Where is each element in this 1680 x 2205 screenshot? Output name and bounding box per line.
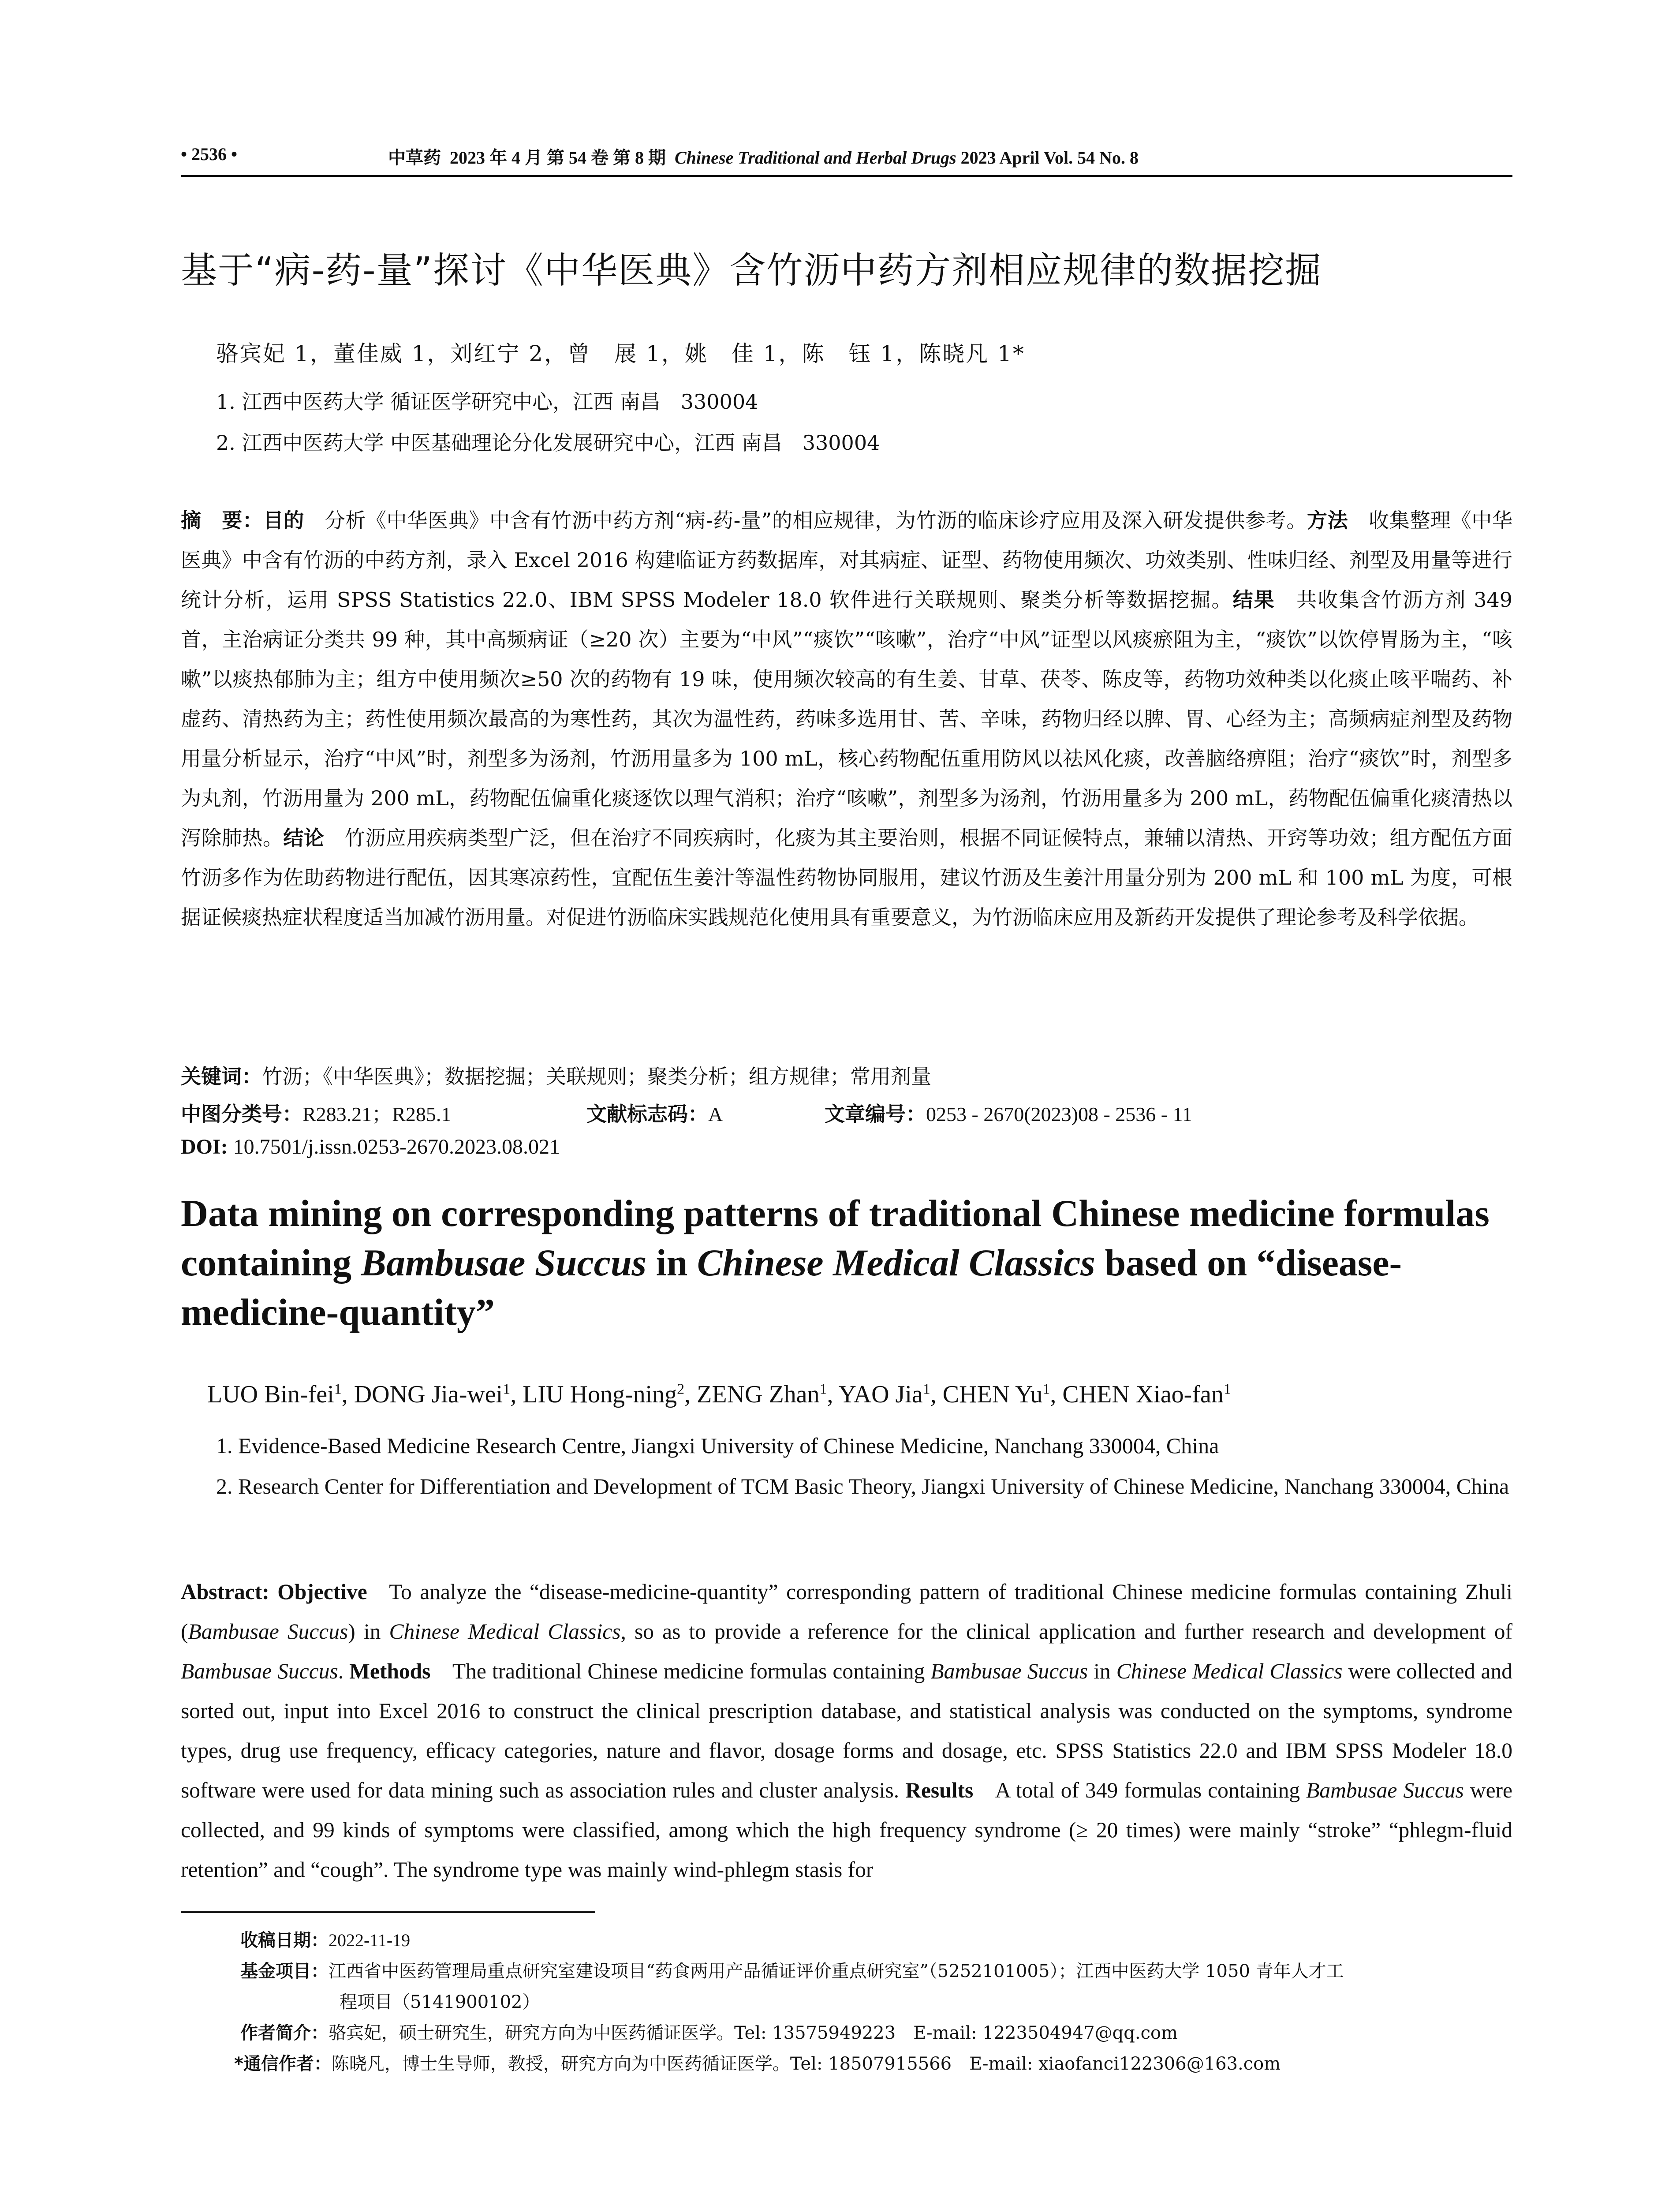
abstract-label-en: Abstract:	[181, 1580, 269, 1604]
author-name: LIU Hong-ning	[523, 1381, 677, 1408]
abstract-italic: Chinese Medical Classics	[389, 1619, 621, 1644]
chinese-affiliation-1: 1. 江西中医药大学 循证医学研究中心，江西 南昌 330004	[216, 390, 758, 414]
abstract-italic: Bambusae Succus	[188, 1619, 348, 1644]
footnote-label: 收稿日期：	[240, 1930, 329, 1951]
footnote-text: 陈晓凡，博士生导师，教授，研究方向为中医药循证医学。Tel: 18507915566 E-mail: xiaofanci122306@163.com	[331, 2054, 1281, 2074]
english-title-part: Data mining on corresponding patterns of traditional Chinese medicine formulas containing	[181, 1192, 1490, 1284]
footnote-text: 2022-11-19	[329, 1930, 411, 1950]
conclusion-text-cn: 竹沥应用疾病类型广泛，但在治疗不同疾病时，化痰为其主要治则，根据不同证候特点，兼辅以清热、开窍等功效；组方配伍方面竹沥多作为佐助药物进行配伍，因其寒凉药性，宜配伍生姜汁等温性药物协同服用，建议竹沥及生姜汁用量分别为 200 mL 和 100 mL 为度，可根据证候痰热症状程度适当加减竹沥用量。对促进竹沥临床实践规范化使用具有重要意义，为竹沥临床应用及新药开发提供了理论参考及科学依据。	[181, 826, 1512, 929]
english-title-italic: Bambusae Succus	[361, 1241, 647, 1284]
english-title-part: in	[646, 1241, 697, 1284]
doi-label: DOI:	[181, 1135, 228, 1159]
abstract-label-cn: 摘 要：	[181, 508, 263, 532]
abstract-text: .	[338, 1659, 344, 1683]
abstract-italic: Bambusae Succus	[181, 1659, 338, 1683]
article-id-value: 0253 - 2670(2023)08 - 2536 - 11	[926, 1103, 1192, 1125]
author-sup: 1	[334, 1381, 342, 1398]
author-sup: 2	[677, 1381, 685, 1398]
issue-cn: 2023 年 4 月 第 54 卷 第 8 期	[450, 148, 666, 168]
methods-text-cn: 收集整理《中华医典》中含有竹沥的中药方剂，录入 Excel 2016 构建临证方药数据库，对其病症、证型、药物使用频次、功效类别、性味归经、剂型及用量等进行统计分析，运用 SPSS Statistics 22.0、IBM SPSS Modeler 18.0 软件进行关联规则、聚类分析等数据挖掘。	[181, 508, 1513, 612]
author-sup: 1	[1223, 1381, 1231, 1398]
footnote-received	[240, 1925, 1512, 1956]
abstract-text: A total of 349 formulas containing	[995, 1778, 1307, 1802]
author-sup: 1	[1042, 1381, 1050, 1398]
author-sup: 1	[922, 1381, 930, 1398]
author-name: CHEN Yu	[942, 1381, 1043, 1408]
footnote-author	[240, 2018, 1512, 2048]
author-name: CHEN Xiao-fan	[1062, 1381, 1224, 1408]
chinese-authors: 骆宾妃 1，董佳威 1，刘红宁 2，曾 展 1，姚 佳 1，陈 钰 1，陈晓凡 1*	[216, 341, 1025, 366]
abstract-text: in	[1088, 1659, 1116, 1683]
abstract-text: were collected, and 99 kinds of symptoms were classified, among which the high frequency syndrome (≥ 20 times) were mainly “stroke” “phlegm-fluid retention” and “cough”. The syndrome type was mainly wind-phlegm stasis for	[181, 1778, 1512, 1882]
journal-line	[388, 144, 1139, 169]
footnote-label: 作者简介：	[240, 2023, 329, 2043]
english-title	[181, 1188, 1512, 1337]
journal-name-cn: 中草药	[388, 148, 441, 168]
english-affiliation-1: 1. Evidence-Based Medicine Research Centre, Jiangxi University of Chinese Medicine, Nanchang 330004, China	[216, 1433, 1219, 1458]
doi-row	[181, 1135, 560, 1159]
chinese-abstract	[181, 501, 1512, 937]
keywords-label: 关键词：	[181, 1065, 262, 1088]
doc-code-label: 文献标志码：	[586, 1102, 708, 1126]
english-title-italic: Chinese Medical Classics	[697, 1241, 1095, 1284]
objective-text-cn: 分析《中华医典》中含有竹沥中药方剂“病-药-量”的相应规律，为竹沥的临床诊疗应用及深入研发提供参考。	[325, 508, 1307, 532]
clc-value: R283.21；R285.1	[302, 1103, 452, 1125]
english-abstract	[181, 1572, 1512, 1890]
doi-value: 10.7501/j.issn.0253-2670.2023.08.021	[233, 1135, 560, 1159]
methods-label-cn: 方法	[1307, 508, 1348, 532]
keywords: 竹沥；《中华医典》；数据挖掘；关联规则；聚类分析；组方规律；常用剂量	[262, 1065, 931, 1088]
footnote-text: 骆宾妃，硕士研究生，研究方向为中医药循证医学。Tel: 13575949223 E-mail: 1223504947@qq.com	[329, 2023, 1178, 2043]
chinese-title: 基于“病-药-量”探讨《中华医典》含竹沥中药方剂相应规律的数据挖掘	[181, 250, 1322, 292]
author-name: DONG Jia-wei	[354, 1381, 503, 1408]
footnote-fund	[240, 1956, 1512, 1987]
abstract-text: were collected and sorted out, input into Excel 2016 to construct the clinical prescription database, and statistical analysis was conducted on the symptoms, syndrome types, drug use frequency, efficacy categories, nature and flavor, dosage forms and dosage, etc. SPSS Statistics 22.0 and IBM SPSS Modeler 18.0 software were used for data mining such as association rules and cluster analysis.	[181, 1659, 1512, 1802]
results-label-en: Results	[905, 1778, 974, 1802]
english-authors: LUO Bin-fei$^1$, DONG Jia-wei$^1$, LIU Hong-ning$^2$, ZENG Zhan$^1$, YAO Jia$^1$, CHEN Yu$^1$, CHEN Xiao-fan$^1$	[207, 1381, 1231, 1408]
chinese-affiliation-2: 2. 江西中医药大学 中医基础理论分化发展研究中心，江西 南昌 330004	[216, 431, 880, 455]
page-number: • 2536 •	[181, 144, 238, 164]
footnote-text: 江西省中医药管理局重点研究室建设项目“药食两用产品循证评价重点研究室”（5252101005）；江西中医药大学 1050 青年人才工	[329, 1961, 1344, 1981]
abstract-italic: Chinese Medical Classics	[1116, 1659, 1343, 1683]
english-title-part: based on “disease-medicine-quantity”	[181, 1241, 1402, 1333]
english-affiliation-2: 2. Research Center for Differentiation and Development of TCM Basic Theory, Jiangxi University of Chinese Medicine, Nanchang 330004, China	[216, 1474, 1509, 1499]
footnotes	[234, 1925, 1512, 2079]
running-header	[181, 140, 1512, 176]
author-name: ZENG Zhan	[697, 1381, 820, 1408]
english-affiliations	[216, 1425, 1512, 1506]
abstract-text: ) in	[348, 1619, 389, 1644]
objective-label-cn: 目的	[263, 508, 305, 532]
objective-label-en: Objective	[277, 1580, 367, 1604]
footnote-rule	[181, 1911, 595, 1913]
footnote-corresponding	[234, 2048, 1512, 2079]
header-rule	[181, 175, 1512, 177]
doc-code-value: A	[708, 1103, 723, 1125]
journal-name-en: Chinese Traditional and Herbal Drugs	[675, 148, 956, 168]
abstract-text: The traditional Chinese medicine formulas containing	[452, 1659, 931, 1683]
abstract-italic: Bambusae Succus	[1306, 1778, 1464, 1802]
footnote-label: 基金项目：	[240, 1961, 329, 1981]
abstract-text: , so as to provide a reference for the clinical application and further research and development of	[620, 1619, 1512, 1644]
author-name: LUO Bin-fei	[207, 1381, 334, 1408]
issue-en: 2023 April Vol. 54 No. 8	[960, 148, 1139, 168]
conclusion-label-cn: 结论	[283, 826, 325, 850]
footnote-fund-continued: 程项目（5141900102）	[340, 1992, 540, 2012]
author-sup: 1	[503, 1381, 511, 1398]
results-label-cn: 结果	[1232, 588, 1275, 612]
article-id-label: 文章编号：	[825, 1102, 926, 1126]
results-text-cn: 共收集含竹沥方剂 349 首，主治病证分类共 99 种，其中高频病证（≥20 次）主要为“中风”“痰饮”“咳嗽”，治疗“中风”证型以风痰瘀阻为主，“痰饮”以饮停胃肠为主，“咳嗽”以痰热郁肺为主；组方中使用频次≥50 次的药物有 19 味，使用频次较高的有生姜、甘草、茯苓、陈皮等，药物功效种类以化痰止咳平喘药、补虚药、清热药为主；药性使用频次最高的为寒性药，其次为温性药，药味多选用甘、苦、辛味，药物归经以脾、胃、心经为主；高频病症剂型及药物用量分析显示，治疗“中风”时，剂型多为汤剂，竹沥用量多为 100 mL，核心药物配伍重用防风以祛风化痰，改善脑络痹阻；治疗“痰饮”时，剂型多为丸剂，竹沥用量为 200 mL，药物配伍偏重化痰逐饮以理气消积；治疗“咳嗽”，剂型多为汤剂，竹沥用量多为 200 mL，药物配伍偏重化痰清热以泻除肺热。	[181, 588, 1513, 850]
footnote-label: *通信作者：	[234, 2054, 332, 2074]
clc-label: 中图分类号：	[181, 1102, 302, 1126]
keywords-row	[181, 1061, 931, 1090]
author-sup: 1	[819, 1381, 827, 1398]
classification-row	[181, 1098, 1192, 1127]
author-name: YAO Jia	[838, 1381, 923, 1408]
abstract-italic: Bambusae Succus	[930, 1659, 1088, 1683]
methods-label-en: Methods	[349, 1659, 431, 1683]
abstract-text: To analyze the “disease-medicine-quantity” corresponding pattern of traditional Chinese medicine formulas containing Zhuli (	[181, 1580, 1513, 1644]
